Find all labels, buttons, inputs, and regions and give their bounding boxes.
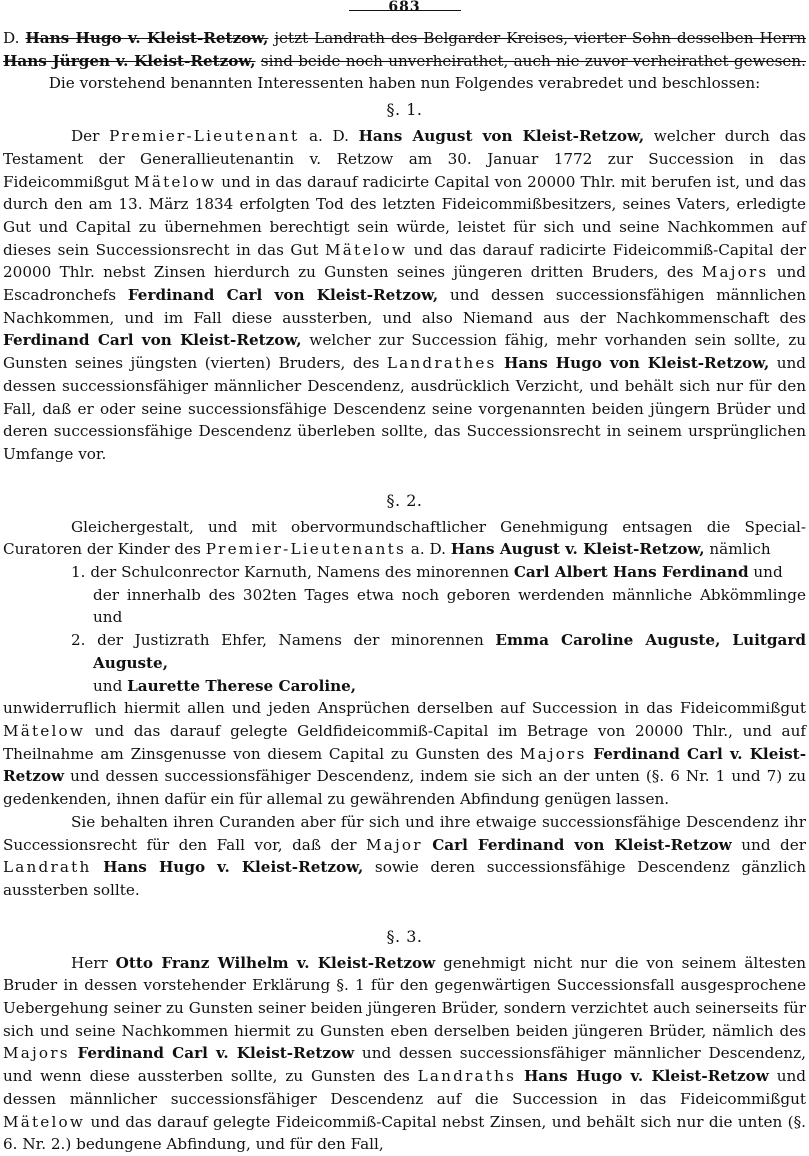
party-d-text-a: jetzt Landrath des Belgarder Kreises, vierter Sohn desselben Herrn <box>274 29 806 47</box>
s3-text-2: genehmigt nicht nur die von seinem ältesten Bruder in dessen vorstehender Erklärung §. 1 für den gegenwärtigen Successionsfall ausgesprochene Uebergehung seiner zu Gunsten seiner beiden jüngeren Brüder, sondern verzichtet auch seinerseits für sich und seine Nachkommen hiermit zu Gunsten eben derselben beiden jüngeren Brüder, nämlich des <box>3 953 807 1040</box>
s1-text-8: welcher zur Succession fähig, mehr vorhanden sein sollte, zu Gunsten seines jüngsten (vierten) Bruders, des <box>3 331 807 373</box>
s1-estate-1: Mätelow <box>134 172 217 191</box>
section-2-list-item-2-cont <box>3 675 806 698</box>
s1-text-6: und Escadronchefs <box>3 263 807 305</box>
s1-major: Majors <box>701 263 769 282</box>
s2-text-2b: und das darauf gelegte Geldfideicommiß-Capital im Betrage von 20000 Thlr., und auf Theilnahme am Zinsgenusse von diesem Capital zu Gunsten des <box>3 721 807 763</box>
page-number: 683 <box>388 0 421 10</box>
s2-name-carl-ferdinand: Carl Ferdinand von Kleist-Retzow <box>432 835 732 854</box>
s3-text-3: und dessen successionsfähiger männlicher Descendenz, und wenn diese aussterben sollte, zu Gunsten des <box>3 1044 806 1086</box>
party-d-text-b: sind beide noch unverheirathet, auch nie zuvor verheirathet gewesen. <box>260 51 806 70</box>
s3-text-4: und dessen männlicher successionsfähiger Descendenz auf die Succession in das Fideicommißgut <box>3 1067 807 1108</box>
s2-item1-and: und <box>753 563 783 582</box>
s1-name-ferdinand-carl-2: Ferdinand Carl von Kleist-Retzow, <box>3 331 302 350</box>
party-d-paragraph <box>3 27 806 72</box>
s2-item2-name: Emma Caroline Auguste, Luitgard Auguste, <box>93 631 806 672</box>
section-1-heading: §. 1. <box>386 100 423 120</box>
s2-text-2a: unwiderruflich hiermit allen und jeden Ansprüchen derselben auf Succession in das Fideicommißgut <box>3 699 806 718</box>
s1-text-9: und dessen successionsfähiger männlicher Descendenz, ausdrücklich Verzicht, und behält sich nur für den Fall, daß er oder seine successionsfähige Descendenz seine vorgenannten beiden jüngern Brüder und deren successionsfähige Descendenz überleben sollte, das Successionsrecht in seinem ursprünglichen Umfange vor. <box>3 354 807 463</box>
section-2-paragraph-1 <box>3 516 806 561</box>
s3-major: Majors <box>3 1044 70 1063</box>
section-1-paragraph <box>3 125 806 466</box>
s2-name-hans-august: Hans August v. Kleist-Retzow, <box>450 540 705 559</box>
s3-estate: Mätelow <box>3 1112 86 1131</box>
s2-major: Majors <box>519 744 587 763</box>
s1-name-hans-hugo: Hans Hugo von Kleist-Retzow, <box>504 354 770 373</box>
s3-name-ferdinand-carl: Ferdinand Carl v. Kleist-Retzow <box>77 1044 355 1063</box>
list-number-1: 1. <box>71 563 86 582</box>
s1-text-7: und dessen successionsfähigen männlichen Nachkommen, und im Fall diese aussterben, und also Niemand aus der Nachkommenschaft des <box>3 286 807 327</box>
s2-text-1c: nämlich <box>709 540 771 559</box>
s2-item1-text: der Schulconrector Karnuth, Namens des minorennen <box>90 563 509 582</box>
s2-item1-name: Carl Albert Hans Ferdinand <box>513 563 749 582</box>
s1-name-hans-august: Hans August von Kleist-Retzow, <box>358 127 645 146</box>
s2-landrath: Landrath <box>3 858 92 877</box>
s2-item2-name-2: Laurette Therese Caroline, <box>127 676 357 695</box>
section-2-list-item-1-cont: der innerhalb des 302ten Tages etwa noch geboren werdenden männliche Abkömmlinge und <box>93 585 806 627</box>
s1-name-ferdinand-carl: Ferdinand Carl von Kleist-Retzow, <box>127 286 439 305</box>
page-number-rule <box>349 10 461 27</box>
section-2-list-item-1 <box>3 561 806 584</box>
s1-text-2: a. D. <box>308 127 349 146</box>
section-2-list-item-2 <box>3 629 806 674</box>
s3-text-1: Herr <box>71 953 108 972</box>
s1-rank: Premier-Lieutenant <box>109 127 300 146</box>
list-number-2: 2. <box>71 631 86 650</box>
s3-name-otto: Otto Franz Wilhelm v. Kleist-Retzow <box>115 953 436 972</box>
s2-estate: Mätelow <box>3 721 86 740</box>
agreement-intro: Die vorstehend benannten Interessenten haben nun Folgendes verabredet und beschlossen: <box>48 74 761 93</box>
s2-text-3b: und der <box>741 835 807 854</box>
party-d-letter: D. <box>3 29 20 47</box>
s2-name-ferdinand-carl: Ferdinand Carl v. Kleist-Retzow <box>3 744 807 786</box>
s2-item2-text: der Justizrath Ehfer, Namens der minorennen <box>97 631 484 650</box>
s3-name-hans-hugo: Hans Hugo v. Kleist-Retzow <box>523 1067 769 1086</box>
s2-text-2c: und dessen successionsfähiger Descendenz, indem sie sich an der unten (§. 6 Nr. 1 und 7) zu gedenkenden, ihnen dafür ein für allemal zu gewährenden Abfindung genügen lassen. <box>3 767 807 809</box>
s2-rank: Premier-Lieutenants <box>205 540 406 559</box>
party-d-father-name: Hans Jürgen v. Kleist-Retzow, <box>3 51 256 70</box>
s1-text-5: und das darauf radicirte Fideicommiß-Capital der 20000 Thlr. nebst Zinsen hierdurch zu Gunsten seines jüngeren dritten Bruders, des <box>3 240 807 282</box>
s2-major-2: Major <box>365 835 423 854</box>
s1-text-4: und in das darauf radicirte Capital von 20000 Thlr. mit berufen ist, und das durch den am 13. März 1834 erfolgten Tod des letzten Fideicommißbesitzers, seines Vaters, erledigte Gut und Capital zu übernehmen berechtigt sein würde, leistet für sich und seine Nachkommen auf dieses sein Successionsrecht in das Gut <box>3 172 807 259</box>
s2-name-hans-hugo: Hans Hugo v. Kleist-Retzow, <box>103 858 364 877</box>
section-2-paragraph-2 <box>3 697 806 811</box>
section-gap <box>3 902 806 922</box>
section-2-heading: §. 2. <box>386 490 423 510</box>
s1-estate-2: Mätelow <box>324 240 408 259</box>
s2-text-1: Gleichergestalt, und mit obervormundschaftlicher Genehmigung entsagen die Special-Curatoren der Kinder des <box>3 517 806 559</box>
section-3-heading: §. 3. <box>386 926 423 946</box>
s2-text-3a: Sie behalten ihren Curanden aber für sich und ihre etwaige successionsfähige Descendenz ihr Successionsrecht für den Fall vor, daß der <box>3 812 806 854</box>
s3-text-5: und das darauf gelegte Fideicommiß-Capital nebst Zinsen, und behält sich nur die unten (§. 6. Nr. 2.) bedungene Abfindung, und für den Fall, <box>3 1112 807 1154</box>
section-gap <box>3 466 806 486</box>
s2-item2-and: und <box>93 676 123 695</box>
s1-landrath: Landrathes <box>386 354 497 373</box>
section-2-paragraph-3 <box>3 811 806 902</box>
s2-text-1b: a. D. <box>410 540 446 559</box>
section-3-paragraph <box>3 952 806 1156</box>
s1-text-3: welcher durch das Testament der Generallieutenantin v. Retzow am 30. Januar 1772 zur Succession in das Fideicommißgut <box>3 127 807 191</box>
s3-landrath: Landraths <box>417 1067 517 1086</box>
s2-text-3c: sowie deren successionsfähige Descendenz gänzlich aussterben sollte. <box>3 858 806 899</box>
party-d-name: Hans Hugo v. Kleist-Retzow, <box>25 29 269 47</box>
s1-text-1: Der <box>71 127 100 146</box>
